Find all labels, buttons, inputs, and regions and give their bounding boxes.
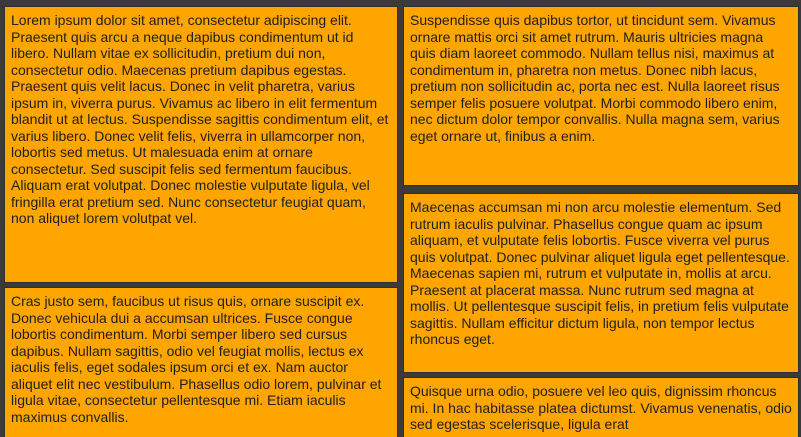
text-card xyxy=(403,193,799,373)
card-text: Cras justo sem, faucibus ut risus quis, ornare suscipit ex. Donec vehicula dui a accumsan ultrices. Fusce congue lobortis condimentum. Morbi semper libero sed cursus dapibus. Nullam sagittis, odio vel feugiat mollis, lectus ex iaculis felis, eget sodales ipsum orci et ex. Nam auctor aliquet elit nec vestibulum. Phasellus odio lorem, pulvinar et ligula vitae, consectetur pellentesque mi. Etiam iaculis maximus convallis. xyxy=(11,293,382,425)
card-text: Lorem ipsum dolor sit amet, consectetur adipiscing elit. Praesent quis arcu a neque dapibus condimentum ut id libero. Nullam vitae ex sollicitudin, pretium dui non, consectetur odio. Maecenas pretium dapibus egestas. Praesent quis velit lacus. Donec in velit pharetra, varius ipsum in, viverra purus. Vivamus ac libero in elit fermentum blandit ut at lectus. Suspendisse sagittis condimentum elit, et varius libero. Donec velit felis, viverra in ullamcorper non, lobortis sed metus. Ut malesuada enim at ornare consectetur. Sed suscipit felis sed fermentum faucibus. Aliquam erat volutpat. Donec molestie vulputate ligula, vel fringilla erat pretium sed. Nunc consectetur feugiat quam, non aliquet lorem volutpat vel. xyxy=(11,12,389,226)
text-card xyxy=(403,6,799,186)
card-text: Maecenas accumsan mi non arcu molestie elementum. Sed rutrum iaculis pulvinar. Phasellus congue quam ac ipsum aliquam, et vulputate felis lobortis. Fusce viverra vel purus quis volutpat. Donec pulvinar aliquet ligula eget pellentesque. Maecenas sapien mi, rutrum et vulputate in, mollis at arcu. Praesent at placerat massa. Nunc rutrum sed magna at mollis. Ut pellentesque suscipit felis, in pretium felis vulputate sagittis. Nullam efficitur dictum ligula, non tempor lectus rhoncus eget. xyxy=(410,199,790,347)
text-card xyxy=(4,6,398,283)
text-card xyxy=(4,287,398,437)
card-text: Suspendisse quis dapibus tortor, ut tincidunt sem. Vivamus ornare mattis orci sit amet rutrum. Mauris ultricies magna quis diam laoreet commodo. Nullam tellus nisi, maximus at condimentum in, pharetra non metus. Donec nibh lacus, pretium non sollicitudin ac, porta nec est. Nulla laoreet risus semper felis posuere volutpat. Morbi commodo libero enim, nec dictum dolor tempor convallis. Nulla magna sem, varius eget ornare ut, finibus a enim. xyxy=(410,12,780,144)
card-text: Quisque urna odio, posuere vel leo quis, dignissim rhoncus mi. In hac habitasse platea dictumst. Vivamus venenatis, odio sed egestas scelerisque, ligula erat xyxy=(410,383,792,432)
text-card xyxy=(403,377,799,437)
